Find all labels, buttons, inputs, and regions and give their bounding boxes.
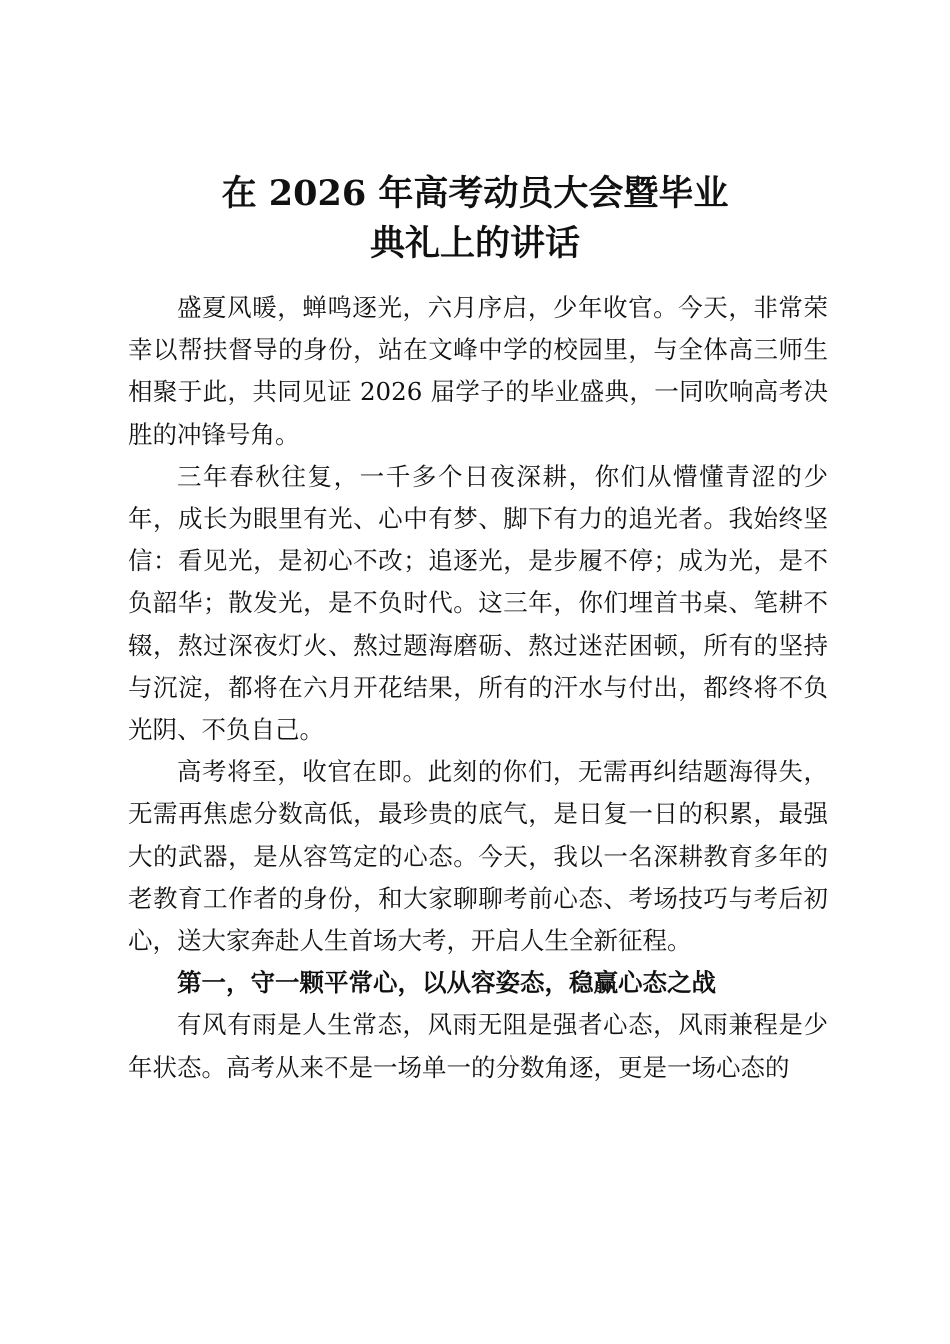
document-body bbox=[128, 287, 828, 1089]
body-paragraph-4: 有风有雨是人生常态，风雨无阻是强者心态，风雨兼程是少年状态。高考从来不是一场单一的分数角逐，更是一场心态的 bbox=[128, 1010, 828, 1082]
body-paragraph-1: 盛夏风暖，蝉鸣逐光，六月序启，少年收官。今天，非常荣幸以帮扶督导的身份，站在文峰中学的校园里，与全体高三师生相聚于此，共同见证 2026 届学子的毕业盛典，一同吹响高考决胜的冲锋号角。 bbox=[128, 293, 828, 449]
document-title-line-2: 典礼上的讲话 bbox=[369, 223, 580, 264]
body-paragraph-3: 高考将至，收官在即。此刻的你们，无需再纠结题海得失，无需再焦虑分数高低，最珍贵的底气，是日复一日的积累，最强大的武器，是从容笃定的心态。今天，我以一名深耕教育多年的老教育工作者的身份，和大家聊聊考前心态、考场技巧与考后初心，送大家奔赴人生首场大考，开启人生全新征程。 bbox=[128, 757, 828, 956]
section-heading-1: 第一，守一颗平常心，以从容姿态，稳赢心态之战 bbox=[177, 968, 716, 998]
document-title-line-1: 在 2026 年高考动员大会暨毕业 bbox=[221, 173, 729, 214]
body-paragraph-2: 三年春秋往复，一千多个日夜深耕，你们从懵懂青涩的少年，成长为眼里有光、心中有梦、脚下有力的追光者。我始终坚信：看见光，是初心不改；追逐光，是步履不停；成为光，是不负韶华；散发光，是不负时代。这三年，你们埋首书桌、笔耕不辍，熬过深夜灯火、熬过题海磨砺、熬过迷茫困顿，所有的坚持与沉淀，都将在六月开花结果，所有的汗水与付出，都终将不负光阴、不负自己。 bbox=[128, 461, 828, 745]
